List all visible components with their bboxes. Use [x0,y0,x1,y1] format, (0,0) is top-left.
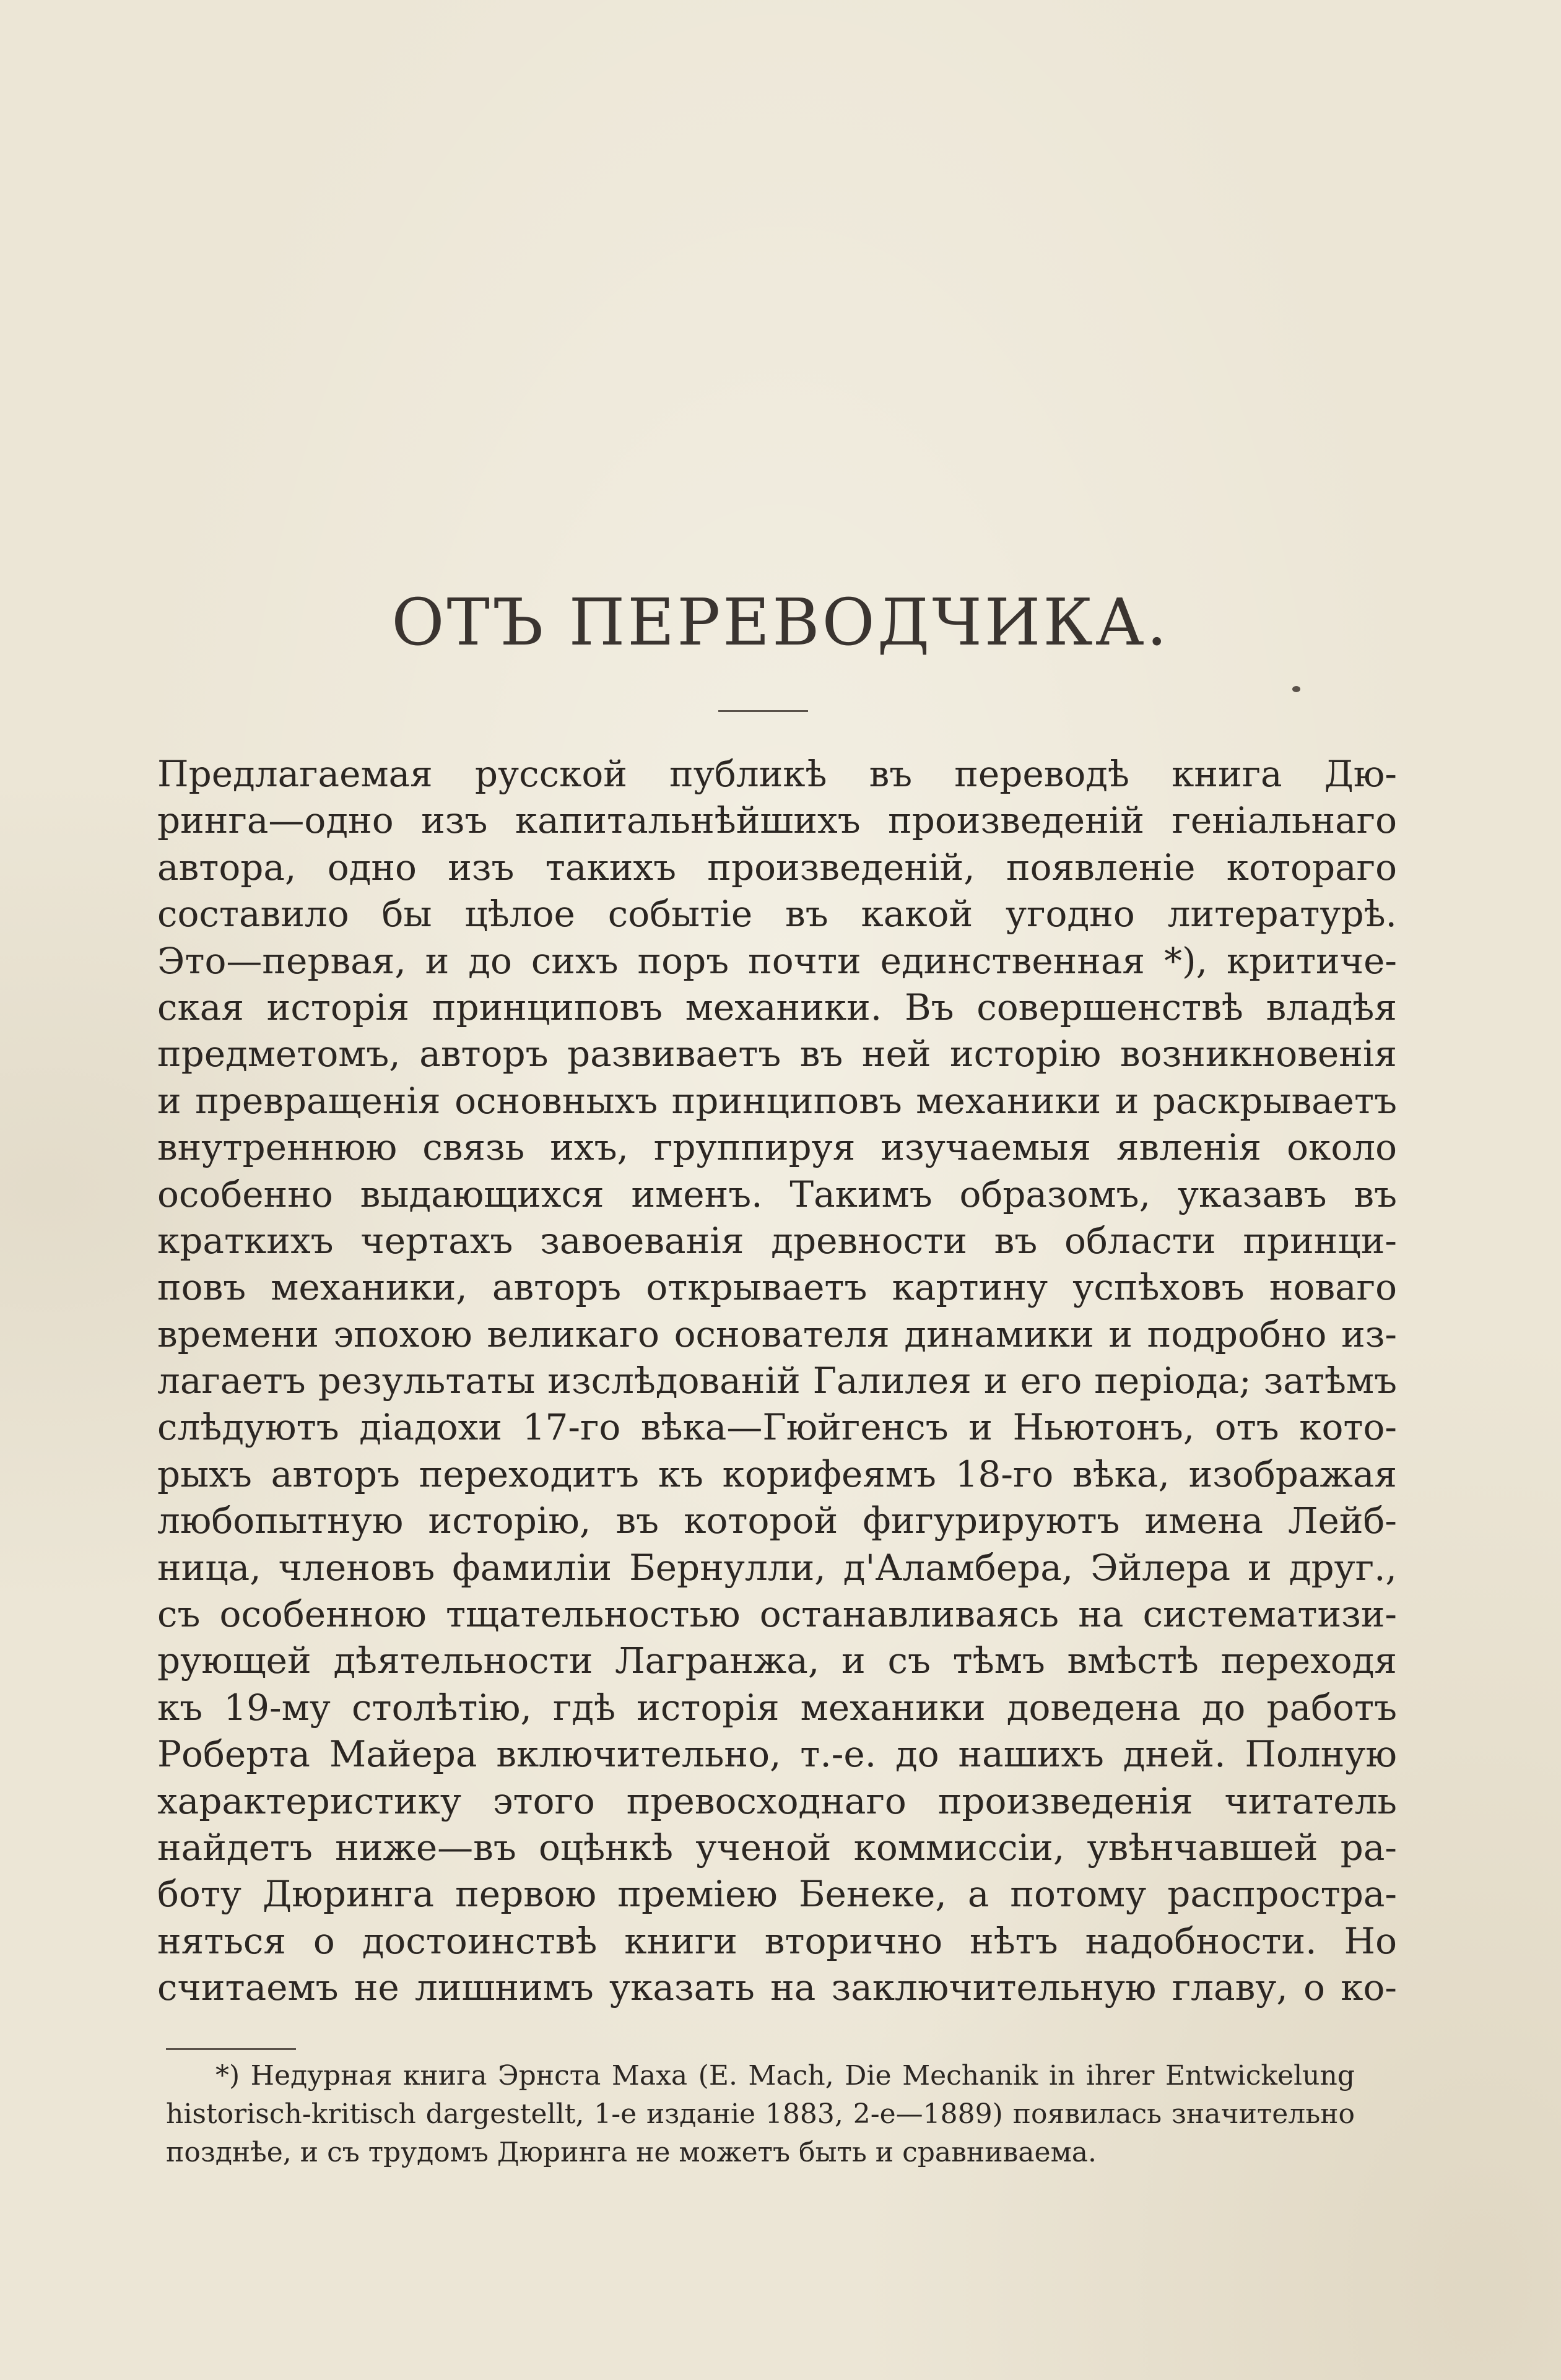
text-line: ница, членовъ фамилiи Бернулли, д'Аламбера, Эйлера и друг., [157,1546,1397,1589]
text-line: Предлагаемая русской публикѣ въ переводѣ книга Дю- [157,753,1397,795]
text-line: ская исторiя принциповъ механики. Въ совершенствѣ владѣя [157,986,1397,1028]
text-line: найдетъ ниже—въ оцѣнкѣ ученой коммиссiи, увѣнчавшей ра- [157,1826,1397,1869]
text-line: краткихъ чертахъ завоеванiя древности въ области принци- [157,1219,1397,1262]
text-line: характеристику этого превосходнаго произведенiя читатель [157,1779,1397,1822]
text-line: внутреннюю связь ихъ, группируя изучаемыя явленiя около [157,1126,1397,1169]
text-line: составило бы цѣлое событiе въ какой угодно литературѣ. [157,893,1397,936]
text-line: повъ механики, авторъ открываетъ картину успѣховъ новаго [157,1266,1397,1309]
body-paragraph [157,751,1397,2012]
footnote-line: позднѣе, и съ трудомъ Дюринга не можетъ быть и сравниваема. [166,2137,1097,2168]
text-line: особенно выдающихся именъ. Такимъ образомъ, указавъ въ [157,1173,1397,1215]
text-line: къ 19-му столѣтiю, гдѣ исторiя механики доведена до работъ [157,1686,1397,1729]
page-title: ОТЪ ПЕРЕВОДЧИКА. [391,584,1170,660]
footnote [166,2057,1355,2172]
footnote-divider [166,2048,296,2050]
text-line: предметомъ, авторъ развиваетъ въ ней исторiю возникновенiя [157,1033,1397,1075]
title-divider [718,710,808,712]
text-line: съ особенною тщательностью останавливаясь на систематизи- [157,1593,1397,1636]
text-line: Роберта Майера включительно, т.-е. до нашихъ дней. Полную [157,1733,1397,1776]
footnote-line: historisch-kritisch dargestellt, 1-е изданiе 1883, 2-е—1889) появилась значительно [166,2098,1355,2130]
text-line: боту Дюринга первою премiею Бенеке, а потому распростра- [157,1873,1397,1916]
text-line: слѣдуютъ дiадохи 17-го вѣка—Гюйгенсъ и Ньютонъ, отъ кото- [157,1406,1397,1449]
text-line: времени эпохою великаго основателя динамики и подробно из- [157,1313,1397,1355]
text-line: лагаетъ результаты изслѣдованiй Галилея и его перiода; затѣмъ [157,1360,1397,1402]
text-line: любопытную исторiю, въ которой фигурируютъ имена Лейб- [157,1500,1397,1542]
text-line: рыхъ авторъ переходитъ къ корифеямъ 18-го вѣка, изображая [157,1453,1397,1495]
text-line: автора, одно изъ такихъ произведенiй, появленiе котораго [157,846,1397,888]
text-line: и превращенiя основныхъ принциповъ механики и раскрываетъ [157,1079,1397,1122]
text-line: ринга—одно изъ капитальнѣйшихъ произведенiй генiальнаго [157,799,1397,842]
text-line: считаемъ не лишнимъ указать на заключительную главу, о ко- [157,1966,1397,2009]
ink-speck [1292,686,1300,692]
text-line: Это—первая, и до сихъ поръ почти единственная *), критиче- [157,939,1397,982]
text-line: рующей дѣятельности Лагранжа, и съ тѣмъ вмѣстѣ переходя [157,1640,1397,1682]
text-line: няться о достоинствѣ книги вторично нѣтъ надобности. Но [157,1919,1397,1962]
footnote-line: *) Недурная книга Эрнста Маха (E. Mach, Die Mechanik in ihrer Entwickelung [215,2060,1355,2091]
